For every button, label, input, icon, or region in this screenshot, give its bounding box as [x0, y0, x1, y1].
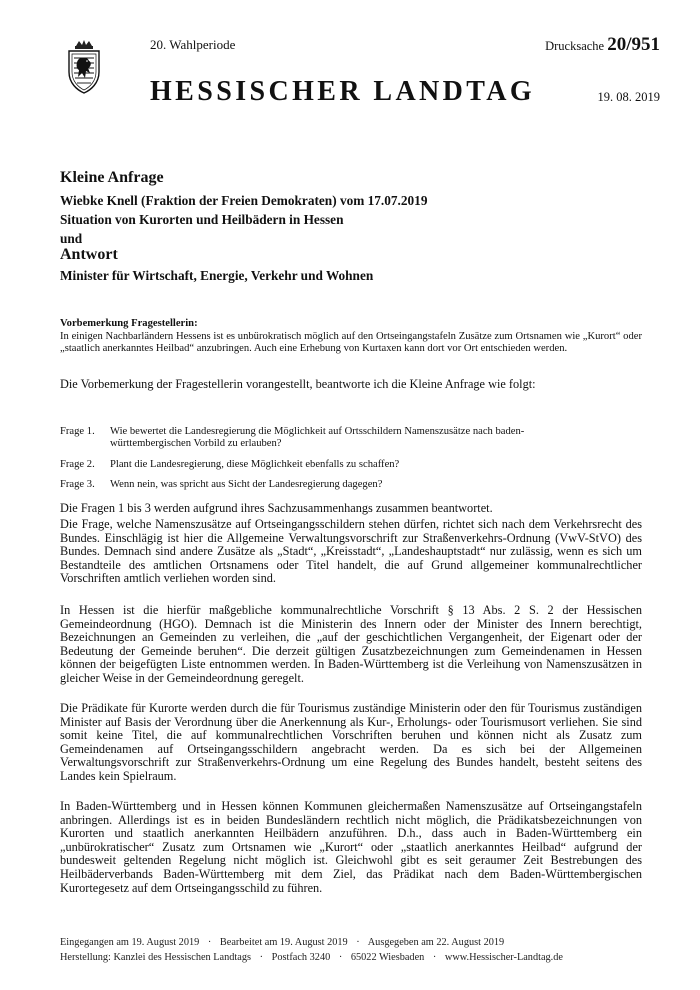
po-box: Postfach 3240: [271, 952, 331, 963]
parliament-name: HESSISCHER LANDTAG: [150, 76, 536, 107]
answering-minister: Minister für Wirtschaft, Energie, Verkehr und Wohnen: [60, 268, 374, 283]
printed-matter-label: [545, 34, 660, 56]
answer-paragraph-4: Die Prädikate für Kurorte werden durch die für Tourismus zuständige Ministerin oder den für Tourismus zuständigen Minister auf Basis der Verordnung über die Anerkennung als Kur-, Erholungs- oder Tourismusort verliehen. Sie sind somit keine Titel, die auf kommunalrechtlichen Vorschriften beruhen und können nicht als Zusatz zum Gemeindenamen auf Ortseingangsschildern angebracht werden. Da es sich bei der Allgemeinen Verwaltungsvorschrift zur Straßenverkehrs-Ordnung um eine Regelung des Bundes handelt, besteht seitens des Landes kein Spielraum.: [60, 701, 642, 783]
footer-separator: ·: [356, 937, 360, 948]
answer-title: Antwort: [60, 246, 118, 263]
answer-paragraph-2: Die Frage, welche Namenszusätze auf Ortseingangsschildern stehen dürfen, richtet sich nach dem Verkehrsrecht des Bundes. Einschlägig ist hier die Allgemeine Verwaltungsvorschrift zur Straßenverkehrs-Ordnung (VwV-StVO) des Bundes. Demnach sind andere Zusätze als „Stadt“, „Kreisstadt“, „Landeshauptstadt“ nur zulässig, wenn es sich um Bestandteile des amtlichen Ortsnamens oder Titel handelt, die auf Grund allgemeiner kommunalrechtlicher Vorschriften amtlich verliehen worden sind.: [60, 517, 642, 586]
question-label: Frage 1.: [60, 426, 95, 437]
received-date: Eingegangen am 19. August 2019: [60, 937, 200, 948]
footer-separator: ·: [432, 952, 437, 963]
footer-dates: [60, 937, 642, 948]
electoral-term: 20. Wahlperiode: [150, 37, 236, 52]
question-text: Wie bewertet die Landesregierung die Möglichkeit auf Ortsschildern Namenszusätze nach baden-württembergischen Vorbild zu erlauben?: [110, 426, 525, 450]
question-author: Wiebke Knell (Fraktion der Freien Demokraten) vom 17.07.2019: [60, 193, 428, 208]
question-text: Wenn nein, was spricht aus Sicht der Landesregierung dagegen?: [110, 479, 383, 490]
printed-matter-word: Drucksache: [545, 39, 605, 53]
preface-label: Vorbemerkung Fragestellerin:: [60, 318, 198, 329]
intro-paragraph: Die Vorbemerkung der Fragestellerin vorangestellt, beantworte ich die Kleine Anfrage wie folgt:: [60, 377, 536, 391]
footer-separator: ·: [207, 937, 212, 948]
conjunction-und: und: [60, 231, 83, 246]
footer-publisher: [60, 952, 642, 963]
publisher: Herstellung: Kanzlei des Hessischen Landtags: [60, 952, 252, 963]
document-type-title: Kleine Anfrage: [60, 169, 164, 186]
processed-date: Bearbeitet am 19. August 2019: [219, 937, 348, 948]
question-label: Frage 2.: [60, 459, 95, 470]
preface-text: In einigen Nachbarländern Hessens ist es unbürokratisch möglich auf den Ortseingangstafeln Zusätze zum Ortsnamen wie „Kurort“ oder „staatlich anerkanntes Heilbad“ anzubringen. Auch eine Erhebung von Kurtaxen kann dort vor Ort entschieden werden.: [60, 331, 642, 355]
website-link[interactable]: www.Hessischer-Landtag.de: [444, 952, 563, 963]
footer-separator: ·: [338, 952, 343, 963]
question-subject: Situation von Kurorten und Heilbädern in Hessen: [60, 212, 344, 227]
postal-city: 65022 Wiesbaden: [350, 952, 425, 963]
answer-paragraph-3: In Hessen ist die hierfür maßgebliche kommunalrechtliche Vorschrift § 13 Abs. 2 S. 2 der Hessischen Gemeindeordnung (HGO). Demnach ist die Ministerin des Innern oder der Minister des Innern berechtigt, Bezeichnungen an Gemeinden zu verleihen, die „auf der geschichtlichen Vergangenheit, der Eigenart oder der Bedeutung der Gemeinde beruhen“. Die derzeit gültigen Zusatzbezeichnungen zum Gemeindenamen in Hessen können der beigefügten Liste entnommen werden. In Baden-Württemberg ist die Verleihung von Namenszusätzen in gleicher Weise in der Gemeindeordnung geregelt.: [60, 603, 642, 685]
printed-matter-number: 20/951: [607, 34, 660, 55]
question-text: Plant die Landesregierung, diese Möglichkeit ebenfalls zu schaffen?: [110, 459, 400, 470]
document-date: 19. 08. 2019: [597, 90, 660, 104]
answer-paragraph-5: In Baden-Württemberg und in Hessen können Kommunen gleichermaßen Namenszusätze auf Ortseingangstafeln anbringen. Allerdings ist es in beiden Bundesländern rechtlich nicht möglich, die Prädikatsbezeichnungen von Kurorten und staatlich anerkannten Heilbädern anzuführen. D.h., dass auch in Baden-Württemberg ein „unbürokratischer“ Zusatz zum Ortsnamen wie „Kurort“ oder „staatlich anerkanntes Heilbad“ aufgrund der bundesweit geltenden Regelung nicht möglich ist. Gleichwohl gibt es seit geraumer Zeit Bestrebungen des Heilbäderverbands Baden-Württemberg mit dem Ziel, das Prädikat nach dem Baden-Württembergischen Kurortegesetz auf dem Ortseingangsschild zu führen.: [60, 799, 642, 895]
footer-separator: ·: [259, 952, 264, 963]
answer-paragraph-1: Die Fragen 1 bis 3 werden aufgrund ihres Sachzusammenhangs zusammen beantwortet.: [60, 501, 493, 515]
hessen-coat-of-arms-logo: [64, 40, 104, 94]
issued-date: Ausgegeben am 22. August 2019: [367, 937, 505, 948]
question-label: Frage 3.: [60, 479, 95, 490]
